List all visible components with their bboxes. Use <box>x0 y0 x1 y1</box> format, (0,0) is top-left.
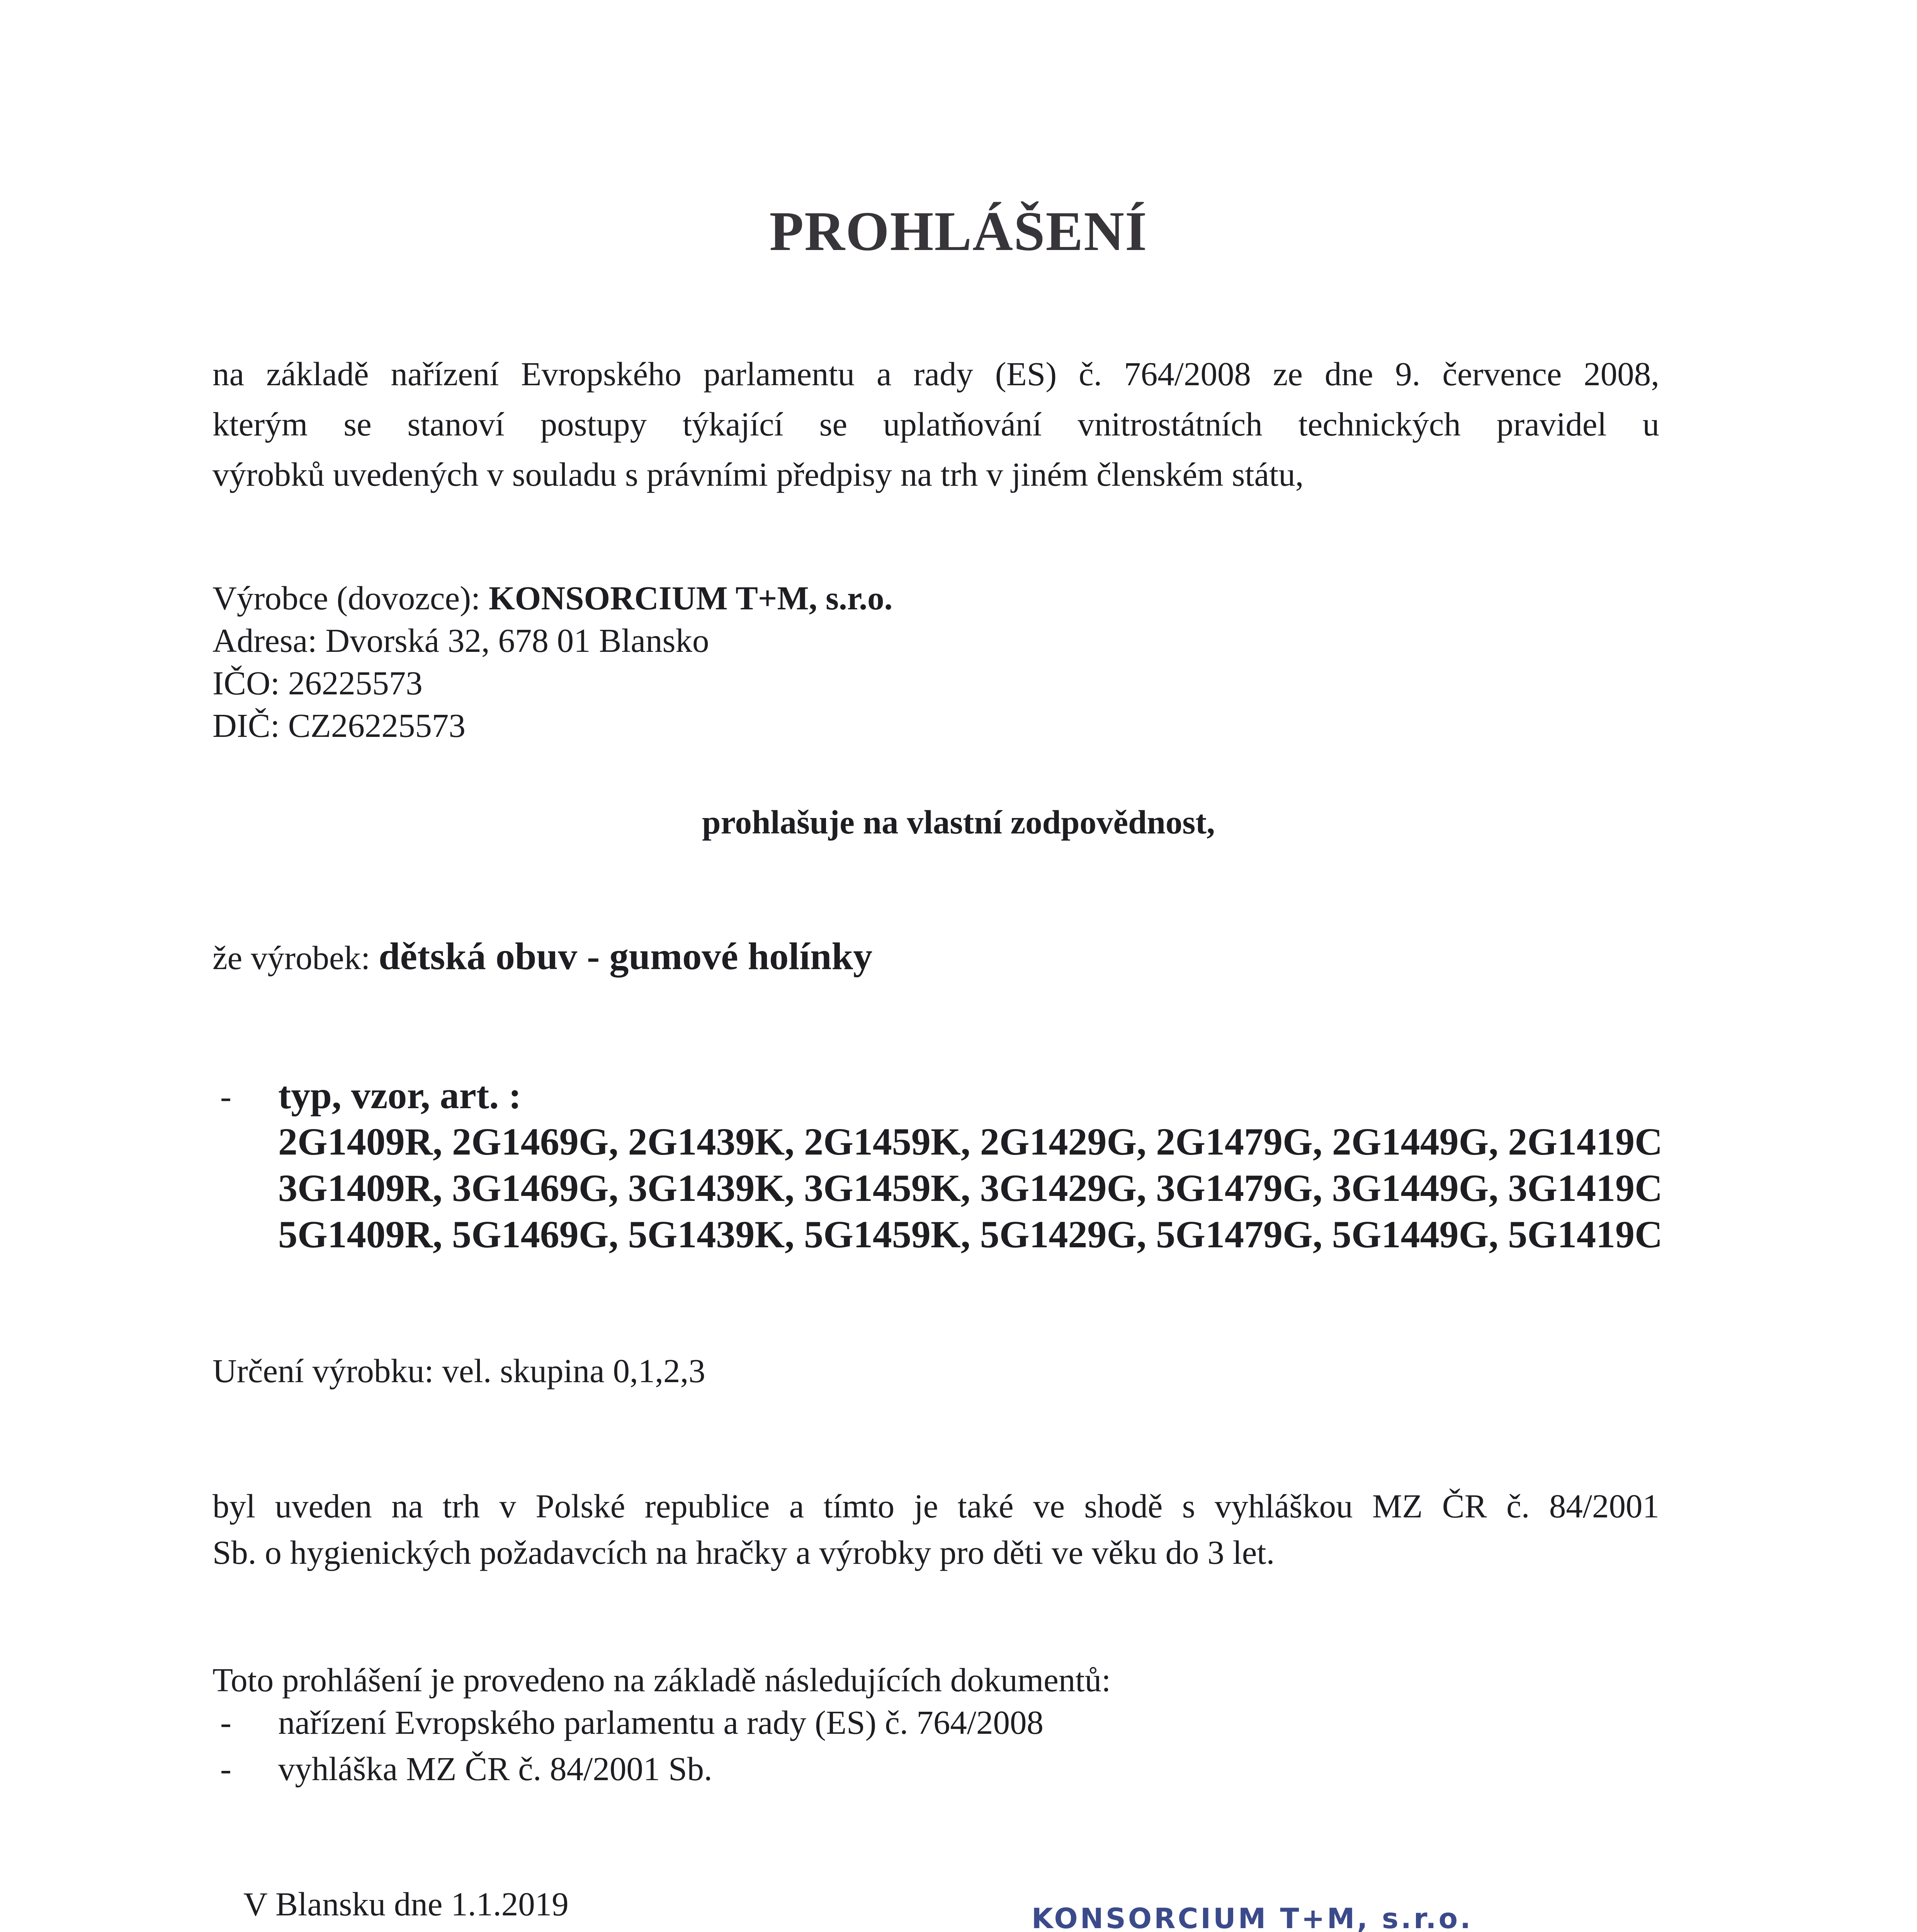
basis-item-2: vyhláška MZ ČR č. 84/2001 Sb. <box>278 1750 712 1787</box>
manufacturer-label: Výrobce (dovozce): <box>212 579 481 617</box>
document-title: PROHLÁŠENÍ <box>769 201 1148 262</box>
intro-line-2: kterým se stanoví postupy týkající se uplatňování vnitrostátních technických pravidel u <box>212 405 1659 443</box>
types-row-3: 5G1409R, 5G1469G, 5G1439K, 5G1459K, 5G1429G, 5G1479G, 5G1449G, 5G1419C <box>278 1213 1663 1256</box>
ico-line: IČO: 26225573 <box>212 664 423 702</box>
basis-dash-1: - <box>220 1704 231 1741</box>
basis-dash-2: - <box>220 1750 231 1787</box>
basis-item-1: nařízení Evropského parlamentu a rady (ES) č. 764/2008 <box>278 1704 1044 1741</box>
types-row-1: 2G1409R, 2G1469G, 2G1439K, 2G1459K, 2G1429G, 2G1479G, 2G1449G, 2G1419C <box>278 1120 1663 1163</box>
stamp-company: KONSORCIUM T+M, s.r.o. <box>1032 1902 1473 1932</box>
market-line-2: Sb. o hygienických požadavcích na hračky a výrobky pro děti ve věku do 3 let. <box>212 1534 1275 1571</box>
product-name: dětská obuv - gumové holínky <box>379 935 873 978</box>
manufacturer-line <box>212 580 892 617</box>
company-stamp <box>1032 1901 1487 1932</box>
intro-line-1: na základě nařízení Evropského parlamentu a rady (ES) č. 764/2008 ze dne 9. července 2008, <box>212 355 1659 393</box>
intro-line-3: výrobků uvedených v souladu s právními předpisy na trh v jiném členském státu, <box>212 456 1304 493</box>
product-line <box>212 935 872 978</box>
types-row-2: 3G1409R, 3G1469G, 3G1439K, 3G1459K, 3G1429G, 3G1479G, 3G1449G, 3G1419C <box>278 1167 1663 1209</box>
basis-heading: Toto prohlášení je provedeno na základě následujících dokumentů: <box>212 1661 1111 1699</box>
types-dash: - <box>220 1078 231 1115</box>
place-date: V Blansku dne 1.1.2019 <box>243 1885 569 1923</box>
purpose-line: Určení výrobku: vel. skupina 0,1,2,3 <box>212 1352 705 1389</box>
dic-line: DIČ: CZ26225573 <box>212 707 466 744</box>
product-label: že výrobek: <box>212 939 370 976</box>
manufacturer-name: KONSORCIUM T+M, s.r.o. <box>489 579 893 617</box>
types-heading: typ, vzor, art. : <box>278 1074 522 1117</box>
address-line: Adresa: Dvorská 32, 678 01 Blansko <box>212 622 709 659</box>
market-line-1: byl uveden na trh v Polské republice a tímto je také ve shodě s vyhláškou MZ ČR č. 84/2001 <box>212 1487 1659 1525</box>
declaration-heading: prohlašuje na vlastní zodpovědnost, <box>702 803 1215 841</box>
